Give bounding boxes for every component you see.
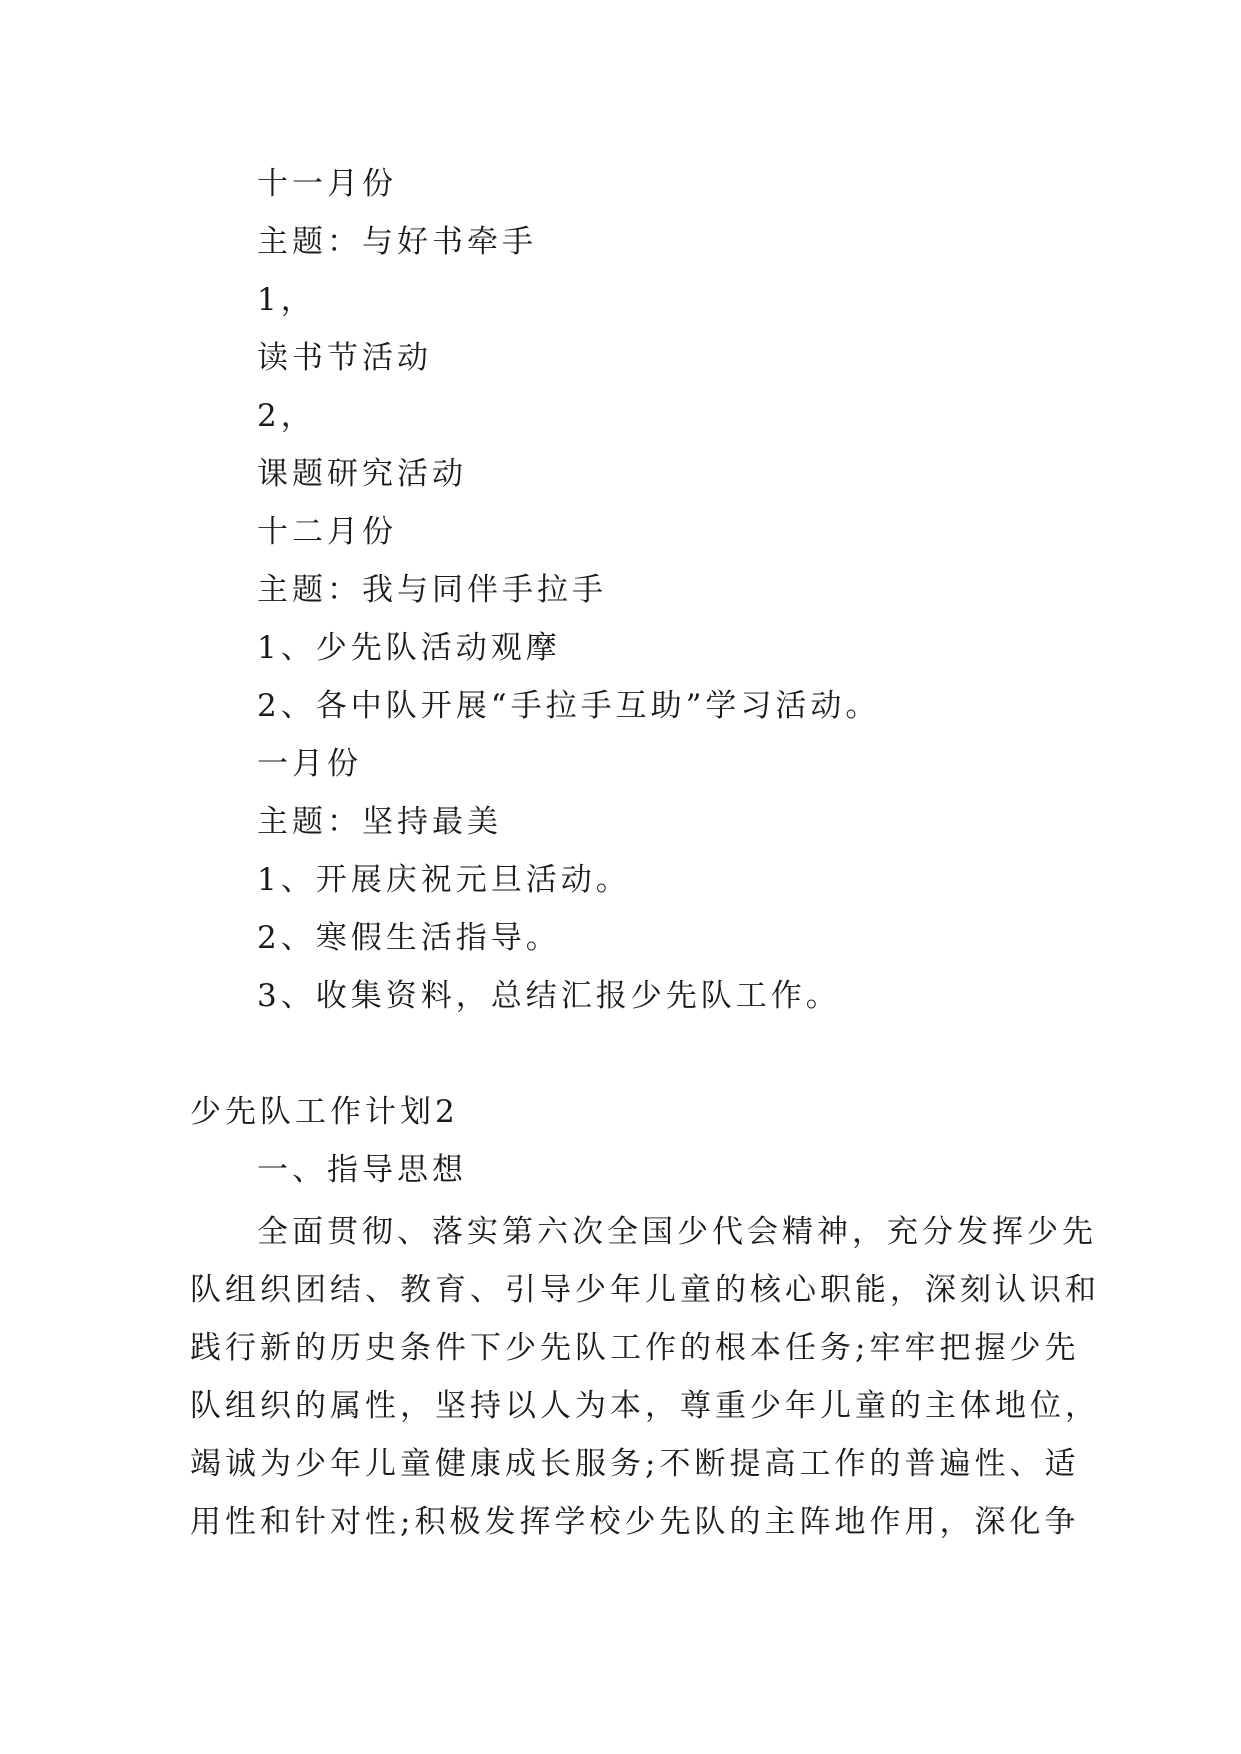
- november-item-2-number: 2，: [257, 398, 316, 434]
- paragraph-line: 竭诚为少年儿童健康成长服务;不断提高工作的普遍性、适: [190, 1446, 1080, 1482]
- january-item-2: 2、寒假生活指导。: [257, 920, 561, 956]
- november-item-2-text: 课题研究活动: [257, 456, 467, 492]
- month-january-heading: 一月份: [257, 746, 362, 782]
- december-theme: 主题：我与同伴手拉手: [257, 572, 607, 608]
- january-item-1: 1、开展庆祝元旦活动。: [257, 862, 631, 898]
- paragraph-line: 队组织团结、教育、引导少年儿童的核心职能，深刻认识和: [190, 1272, 1100, 1308]
- december-item-2: 2、各中队开展“手拉手互助”学习活动。: [257, 688, 881, 724]
- paragraph-line: 用性和针对性;积极发挥学校少先队的主阵地作用，深化争: [190, 1504, 1080, 1540]
- guiding-thought-heading: 一、指导思想: [257, 1152, 467, 1188]
- paragraph-line: 队组织的属性，坚持以人为本，尊重少年儿童的主体地位，: [190, 1388, 1100, 1424]
- section-title: 少先队工作计划2: [190, 1094, 459, 1130]
- november-theme: 主题：与好书牵手: [257, 224, 537, 260]
- paragraph-line: 践行新的历史条件下少先队工作的根本任务;牢牢把握少先: [190, 1330, 1080, 1366]
- january-theme: 主题：坚持最美: [257, 804, 502, 840]
- month-november-heading: 十一月份: [257, 166, 397, 202]
- november-item-1-text: 读书节活动: [257, 340, 432, 376]
- month-december-heading: 十二月份: [257, 514, 397, 550]
- december-item-1: 1、少先队活动观摩: [257, 630, 561, 666]
- january-item-3: 3、收集资料，总结汇报少先队工作。: [257, 978, 841, 1014]
- november-item-1-number: 1，: [257, 282, 316, 318]
- paragraph-line: 全面贯彻、落实第六次全国少代会精神，充分发挥少先: [257, 1214, 1097, 1250]
- guiding-thought-paragraph: [190, 1203, 1100, 1551]
